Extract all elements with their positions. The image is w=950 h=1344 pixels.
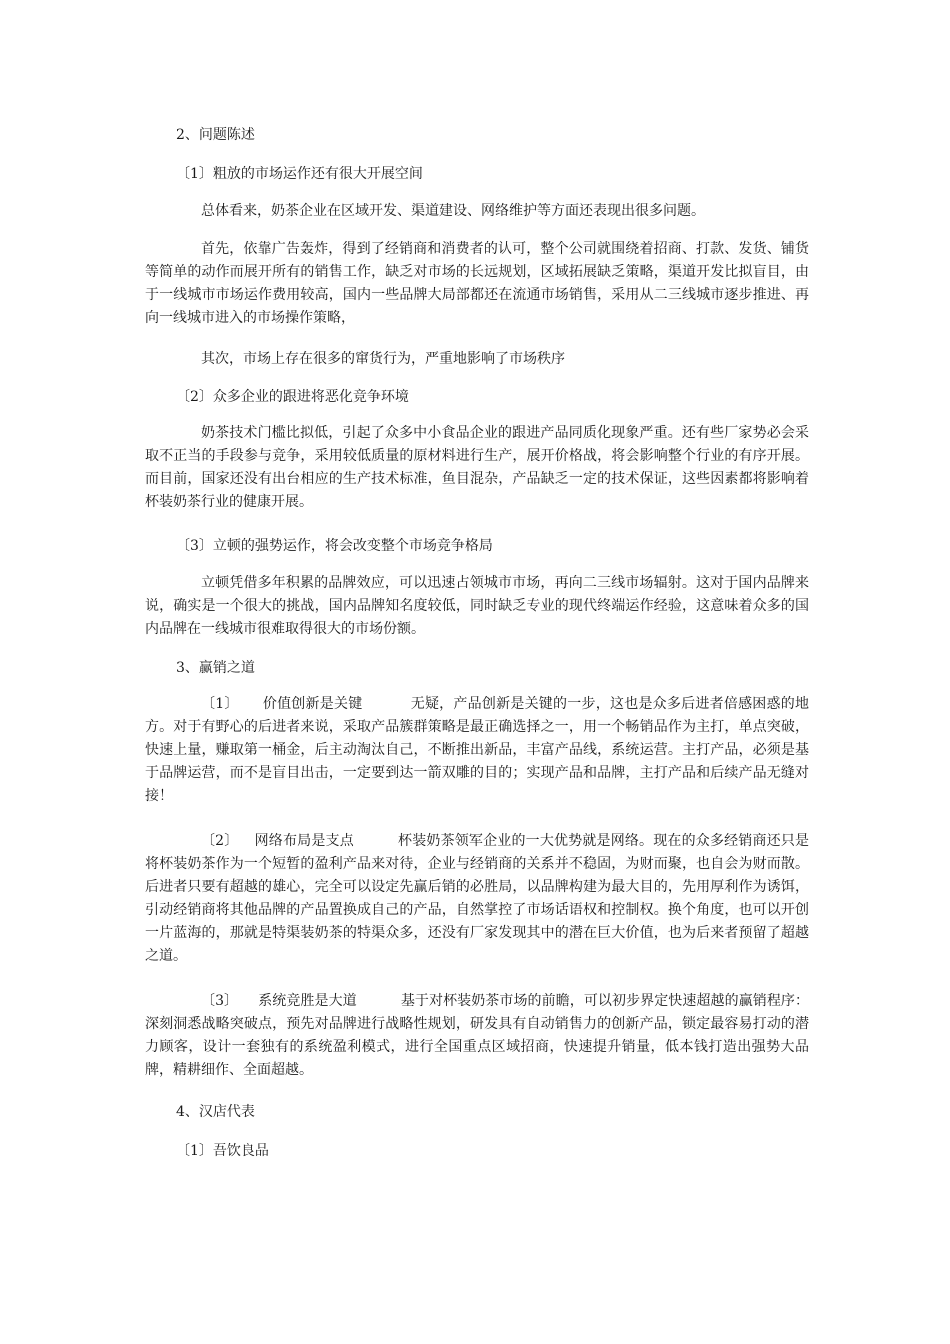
paragraph-tech: 奶茶技术门槛比拟低，引起了众多中小食品企业的跟进产品同质化现象严重。还有些厂家势必会采取不正当的手段参与竞争，采用较低质量的原材料进行生产，展开价格战，将会影响整个行业的有序开展。而目前，国家还没有出台相应的生产技术标准，鱼目混杂，产品缺乏一定的技术保证，这些因素都将影响着杯装奶茶行业的健康开展。	[145, 425, 809, 510]
paragraph-way-2	[145, 830, 809, 968]
way-1-title: 价值创新是关键	[262, 696, 363, 712]
way-3-title: 系统竞胜是大道	[258, 993, 357, 1009]
paragraph-second: 其次，市场上存在很多的窜货行为，严重地影响了市场秩序	[201, 351, 565, 367]
paragraph-way-3	[145, 990, 809, 1082]
way-3-number: 〔3〕	[201, 993, 239, 1009]
section-heading-4: 4、汉店代表	[176, 1104, 255, 1120]
paragraph-way-1	[145, 693, 809, 808]
section-heading-2: 2、问题陈述	[176, 127, 255, 143]
way-3-body: 基于对杯装奶茶市场的前瞻，可以初步界定快速超越的赢销程序：深刻洞悉战略突破点，预先对品牌进行战略性规划，研发具有自动销售力的创新产品，锁定最容易打动的潜力顾客，设计一套独有的系统盈利模式，进行全国重点区域招商，快速提升销量，低本钱打造出强势大品牌，精耕细作、全面超越。	[145, 993, 809, 1078]
way-1-body: 无疑，产品创新是关键的一步，这也是众多后进者倍感困惑的地方。对于有野心的后进者来说，采取产品簇群策略是最正确选择之一，用一个畅销品作为主打，单点突破，快速上量，赚取第一桶金，后主动淘汰自己，不断推出新品，丰富产品线，系统运营。主打产品，必须是基于品牌运营，而不是盲目出击，一定要到达一箭双雕的目的；实现产品和品牌，主打产品和后续产品无缝对接！	[145, 696, 810, 804]
way-2-number: 〔2〕	[201, 833, 239, 849]
subheading-2-1: 〔1〕粗放的市场运作还有很大开展空间	[176, 166, 423, 182]
paragraph-lipton: 立顿凭借多年积累的品牌效应，可以迅速占领城市市场，再向二三线市场辐射。这对于国内品牌来说，确实是一个很大的挑战，国内品牌知名度较低，同时缺乏专业的现代终端运作经验，这意味着众多的国内品牌在一线城市很难取得很大的市场份额。	[145, 575, 809, 637]
subheading-2-3: 〔3〕立顿的强势运作，将会改变整个市场竞争格局	[176, 538, 493, 554]
way-2-title: 网络布局是支点	[254, 833, 354, 849]
paragraph-first: 首先，依靠广告轰炸，得到了经销商和消费者的认可，整个公司就围绕着招商、打款、发货、铺货等简单的动作而展开所有的销售工作，缺乏对市场的长远规划，区域拓展缺乏策略，渠道开发比拟盲目，由于一线城市市场运作费用较高，国内一些品牌大局部都还在流通市场销售，采用从二三线城市逐步推进、再向一线城市进入的市场操作策略，	[145, 241, 809, 326]
paragraph-overview: 总体看来，奶茶企业在区域开发、渠道建设、网络维护等方面还表现出很多问题。	[201, 203, 705, 219]
subheading-2-2: 〔2〕众多企业的跟进将恶化竞争环境	[176, 389, 409, 405]
way-2-body: 杯装奶茶领军企业的一大优势就是网络。现在的众多经销商还只是将杯装奶茶作为一个短暂的盈利产品来对待，企业与经销商的关系并不稳固，为财而聚，也自会为财而散。后进者只要有超越的雄心，完全可以设定先赢后销的必胜局，以品牌构建为最大目的，先用厚利作为诱饵，引动经销商将其他品牌的产品置换成自己的产品，自然掌控了市场话语权和控制权。换个角度，也可以开创一片蓝海的，那就是特渠装奶茶的特渠众多，还没有厂家发现其中的潜在巨大价值，也为后来者预留了超越之道。	[145, 833, 810, 964]
subheading-4-1: 〔1〕吾饮良品	[176, 1143, 269, 1159]
section-heading-3: 3、赢销之道	[176, 660, 255, 676]
way-1-number: 〔1〕	[201, 696, 239, 712]
